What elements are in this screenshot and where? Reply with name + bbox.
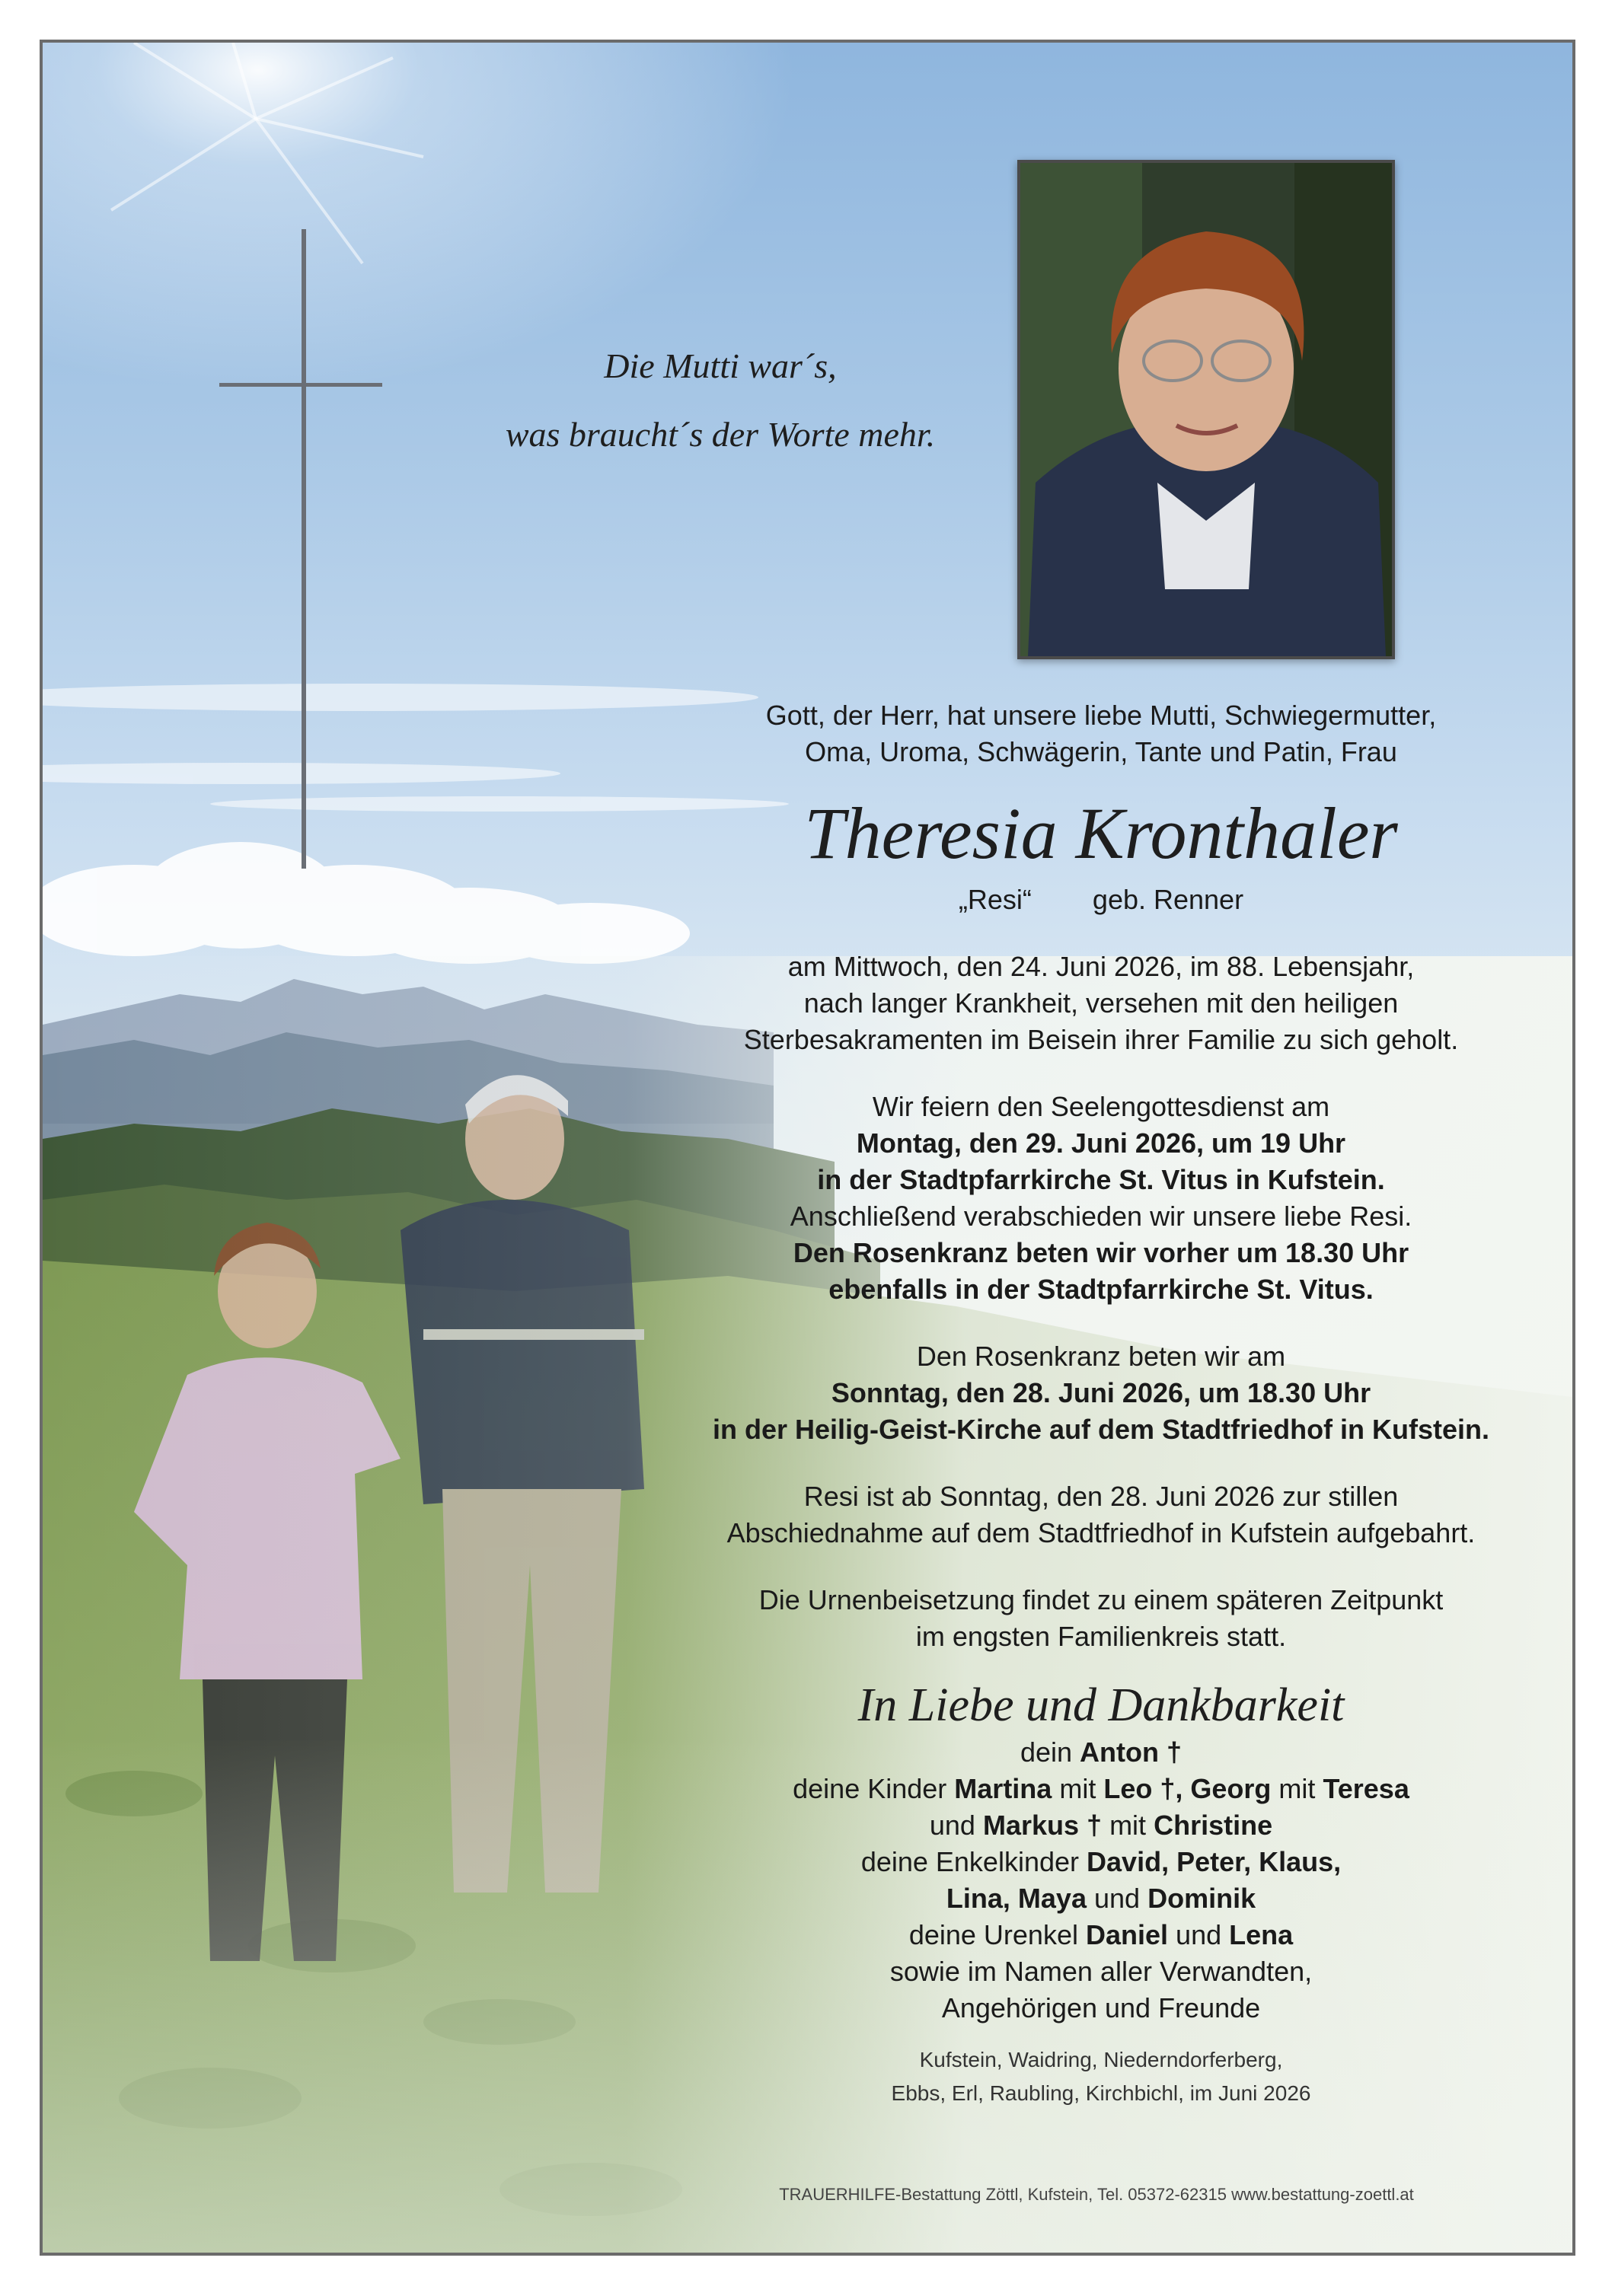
mourner-name: Leo †, Georg [1103, 1773, 1272, 1804]
text: und [929, 1810, 975, 1841]
text: und [1176, 1919, 1222, 1950]
mourner-name: Daniel [1085, 1919, 1169, 1950]
notice-body [652, 697, 1550, 2110]
death-line: Sterbesakramenten im Beisein ihrer Familie zu sich geholt. [743, 1024, 1459, 1055]
mourner-line [652, 1917, 1550, 1953]
mourner-line [652, 1807, 1550, 1844]
text: deine Kinder [793, 1773, 947, 1804]
portrait-image [1020, 163, 1392, 656]
text: mit [1059, 1773, 1096, 1804]
burial-line: Die Urnenbeisetzung findet zu einem späteren Zeitpunkt [758, 1584, 1444, 1615]
text: mit [1109, 1810, 1147, 1841]
mass-rosary: ebenfalls in der Stadtpfarrkirche St. Vitus. [828, 1274, 1374, 1305]
mourner-name: Anton † [1080, 1736, 1183, 1768]
places-line: Kufstein, Waidring, Niederndorferberg, [919, 2048, 1283, 2071]
nickname: „Resi“ [958, 884, 1032, 915]
places-line: Ebbs, Erl, Raubling, Kirchbichl, im Juni 2026 [891, 2081, 1311, 2105]
relatives-line: sowie im Namen aller Verwandten, [889, 1956, 1313, 1987]
mourner-name: Martina [954, 1773, 1052, 1804]
text: deine Enkelkinder [860, 1846, 1080, 1877]
rosary-line: Den Rosenkranz beten wir am [916, 1341, 1286, 1372]
burial-line: im engsten Familienkreis statt. [915, 1621, 1287, 1652]
mass-line: Anschließend verabschieden wir unsere liebe Resi. [790, 1201, 1412, 1232]
mass-location: in der Stadtpfarrkirche St. Vitus in Kufstein. [817, 1164, 1385, 1195]
funeral-home-footer: TRAUERHILFE-Bestattung Zöttl, Kufstein, Tel. 05372-62315 www.bestattung-zoettl.at [779, 2185, 1414, 2204]
parte-card [40, 40, 1575, 2256]
closing-heading: In Liebe und Dankbarkeit [857, 1679, 1345, 1731]
places [652, 2043, 1550, 2110]
rosary-date: Sonntag, den 28. Juni 2026, um 18.30 Uhr [831, 1377, 1371, 1408]
mass-rosary: Den Rosenkranz beten wir vorher um 18.30 Uhr [793, 1237, 1409, 1268]
rosary-location: in der Heilig-Geist-Kirche auf dem Stadtfriedhof in Kufstein. [712, 1414, 1490, 1445]
intro-line: Oma, Uroma, Schwägerin, Tante und Patin, Frau [805, 736, 1397, 767]
viewing-line: Resi ist ab Sonntag, den 28. Juni 2026 zur stillen [803, 1481, 1399, 1512]
intro-line: Gott, der Herr, hat unsere liebe Mutti, Schwiegermutter, [765, 700, 1437, 731]
birth-name: geb. Renner [1092, 884, 1244, 915]
motto-line: was braucht´s der Worte mehr. [505, 415, 936, 454]
mourner-line [652, 1734, 1550, 1771]
mourner-name: Lina, Maya [946, 1883, 1087, 1914]
text: deine Urenkel [908, 1919, 1078, 1950]
viewing-line: Abschiednahme auf dem Stadtfriedhof in Kufstein aufgebahrt. [726, 1517, 1476, 1548]
mourner-name: Markus † [982, 1810, 1103, 1841]
mourner-name: Lena [1229, 1919, 1294, 1950]
mourner-name: Christine [1154, 1810, 1273, 1841]
death-line: nach langer Krankheit, versehen mit den heiligen [803, 987, 1399, 1019]
mourner-name: David, Peter, Klaus, [1087, 1846, 1342, 1877]
death-line: am Mittwoch, den 24. Juni 2026, im 88. Lebensjahr, [787, 951, 1415, 982]
mass-date: Montag, den 29. Juni 2026, um 19 Uhr [856, 1127, 1346, 1159]
motto-line: Die Mutti war´s, [604, 346, 837, 385]
relatives-line: Angehörigen und Freunde [941, 1992, 1261, 2023]
mourner-name: Dominik [1147, 1883, 1256, 1914]
mourner-name: Teresa [1323, 1773, 1409, 1804]
name-details [652, 882, 1550, 918]
text: und [1093, 1883, 1141, 1914]
text: dein [1020, 1736, 1073, 1768]
mass-line: Wir feiern den Seelengottesdienst am [872, 1091, 1330, 1122]
mourner-line [652, 1844, 1550, 1880]
deceased-name: Theresia Kronthaler [804, 792, 1398, 874]
mourner-line [652, 1771, 1550, 1807]
mourner-line [652, 1880, 1550, 1917]
portrait-photo [1017, 160, 1395, 659]
motto [423, 332, 1017, 469]
text: mit [1278, 1773, 1316, 1804]
